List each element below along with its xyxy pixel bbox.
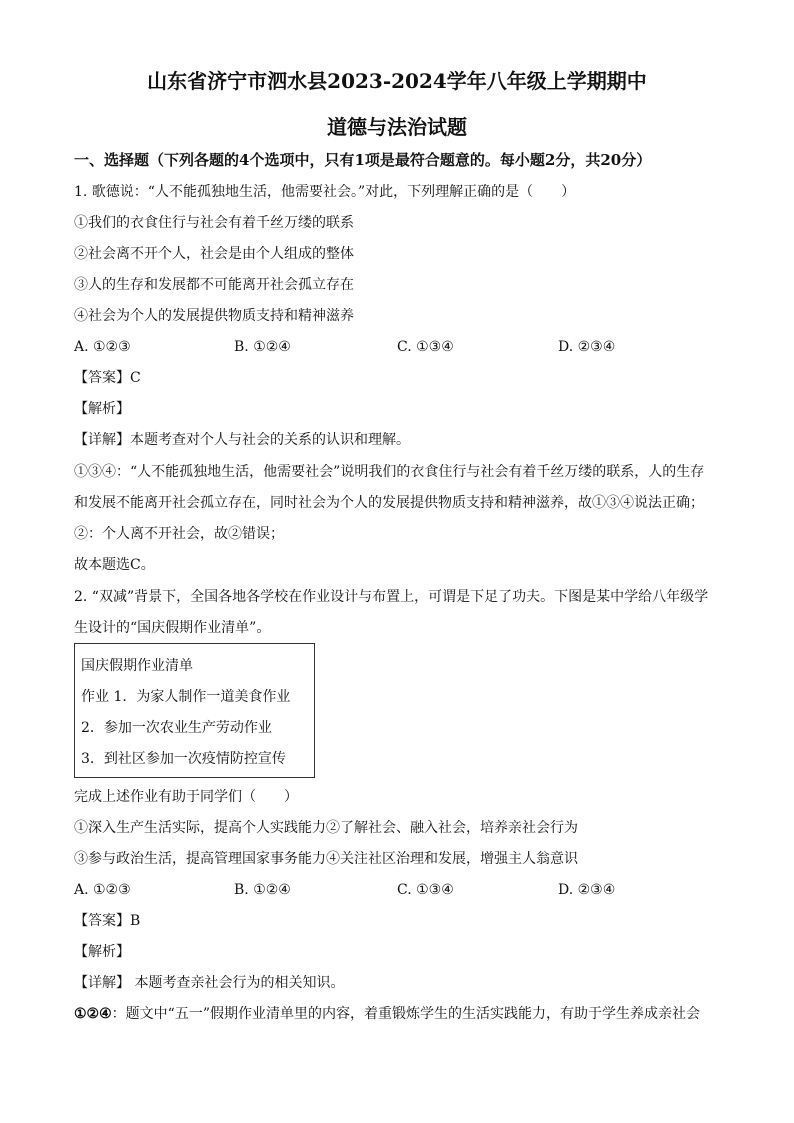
q1-item-3: ③人的生存和发展都不可能离开社会孤立存在: [74, 277, 354, 293]
q2-explain: [74, 1004, 700, 1024]
homework-item-3: 3．到社区参加一次疫情防控宣传: [81, 751, 286, 767]
q2-question: 完成上述作业有助于同学们（ ）: [74, 789, 298, 805]
q2-items-2: ③参与政治生活，提高管理国家事务能力④关注社区治理和发展，增强主人翁意识: [74, 851, 578, 867]
homework-item-2: 2．参加一次农业生产劳动作业: [81, 720, 272, 736]
homework-item-1: 作业 1．为家人制作一道美食作业: [81, 689, 291, 705]
q2-items-1: ①深入生产生活实际，提高个人实践能力②了解社会、融入社会，培养亲社会行为: [74, 820, 578, 836]
q1-conclusion: 故本题选C。: [74, 557, 155, 573]
q2-answer: 【答案】B: [74, 913, 141, 929]
homework-list-title: 国庆假期作业清单: [81, 658, 193, 674]
q1-explain-2: 和发展不能离开社会孤立存在，同时社会为个人的发展提供物质支持和精神滋养，故①③④说法正确；: [74, 495, 704, 511]
q1-option-b[interactable]: B. ①②④: [234, 339, 291, 355]
q1-answer: 【答案】C: [74, 370, 141, 386]
homework-list-box: [74, 643, 315, 778]
q2-option-a[interactable]: A. ①②③: [74, 882, 131, 898]
q2-option-c[interactable]: C. ①③④: [397, 882, 454, 898]
exam-subtitle: 道德与法治试题: [327, 115, 467, 139]
q2-option-d[interactable]: D. ②③④: [558, 882, 616, 898]
q1-explain-3: ②：个人离不开社会，故②错误；: [74, 526, 284, 542]
q1-option-d[interactable]: D. ②③④: [558, 339, 616, 355]
q1-item-1: ①我们的衣食住行与社会有着千丝万缕的联系: [74, 215, 354, 231]
q1-option-c[interactable]: C. ①③④: [397, 339, 454, 355]
q2-explain-text: ：题文中“五一”假期作业清单里的内容，着重锻炼学生的生活实践能力，有助于学生养成亲社会: [111, 1006, 700, 1022]
q2-stem-1: 2. “双减”背景下，全国各地各学校在作业设计与布置上，可谓是下足了功夫。下图是某中学给八年级学: [74, 589, 709, 605]
exam-title: 山东省济宁市泗水县2023-2024学年八年级上学期期中: [147, 69, 647, 93]
section-heading: 一、选择题（下列各题的4个选项中，只有1项是最符合题意的。每小题2分，共20分）: [74, 151, 652, 169]
q2-explain-prefix: ①②④: [74, 1006, 112, 1022]
q2-detail: 【详解】 本题考查亲社会行为的相关知识。: [74, 975, 345, 991]
q1-stem: 1. 歌德说：“人不能孤独地生活，他需要社会。”对此，下列理解正确的是（ ）: [74, 184, 576, 200]
q1-analysis-label: 【解析】: [74, 401, 130, 417]
q2-option-b[interactable]: B. ①②④: [234, 882, 291, 898]
q2-stem-2: 生设计的“国庆假期作业清单”。: [74, 620, 271, 636]
q1-item-4: ④社会为个人的发展提供物质支持和精神滋养: [74, 308, 354, 324]
q1-item-2: ②社会离不开个人，社会是由个人组成的整体: [74, 246, 354, 262]
q1-explain-1: ①③④：“人不能孤独地生活，他需要社会”说明我们的衣食住行与社会有着千丝万缕的联系，人的生存: [74, 464, 705, 480]
q2-analysis-label: 【解析】: [74, 944, 130, 960]
q1-option-a[interactable]: A. ①②③: [74, 339, 131, 355]
q1-detail: 【详解】本题考查对个人与社会的关系的认识和理解。: [74, 432, 410, 448]
